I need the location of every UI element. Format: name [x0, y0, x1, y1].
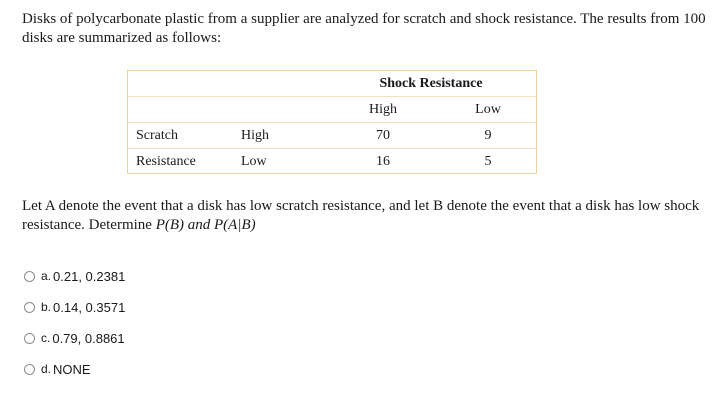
option-text: 0.79, 0.8861 — [52, 330, 125, 346]
option-text: NONE — [53, 361, 91, 377]
question-body: Let A denote the event that a disk has low scratch resistance, and let B denote the event that a disk has low shock resistance. Determine — [22, 198, 700, 233]
table-cell: 5 — [484, 154, 492, 169]
table-divider — [128, 96, 536, 97]
table-cell: 70 — [376, 128, 390, 143]
question-math: P(B) and P(A|B) — [155, 217, 256, 233]
question-text — [22, 197, 712, 235]
option-text: 0.21, 0.2381 — [53, 268, 126, 284]
radio-button[interactable] — [24, 271, 35, 282]
radio-button[interactable] — [24, 302, 35, 313]
option-b[interactable] — [24, 297, 125, 317]
option-c[interactable] — [24, 328, 125, 348]
row-group-label: Scratch — [136, 128, 178, 143]
option-d[interactable] — [24, 359, 91, 379]
data-table — [127, 70, 537, 174]
problem-intro: Disks of polycarbonate plastic from a supplier are analyzed for scratch and shock resistance. The results from 100 disks are summarized as follows: — [22, 11, 706, 46]
option-letter: d. — [41, 362, 52, 376]
table-cell: 16 — [376, 154, 390, 169]
col-header-high: High — [369, 102, 397, 117]
option-text: 0.14, 0.3571 — [53, 299, 126, 315]
row-label-high: High — [241, 128, 269, 143]
option-letter: c. — [41, 331, 51, 345]
option-letter: b. — [41, 300, 52, 314]
row-label-low: Low — [241, 154, 267, 169]
option-a[interactable] — [24, 266, 125, 286]
col-group-header: Shock Resistance — [379, 76, 483, 91]
radio-button[interactable] — [24, 333, 35, 344]
row-group-label: Resistance — [136, 154, 196, 169]
col-header-low: Low — [475, 102, 501, 117]
option-letter: a. — [41, 269, 52, 283]
table-divider — [128, 122, 536, 123]
table-cell: 9 — [484, 128, 492, 143]
table-divider — [128, 148, 536, 149]
radio-button[interactable] — [24, 364, 35, 375]
